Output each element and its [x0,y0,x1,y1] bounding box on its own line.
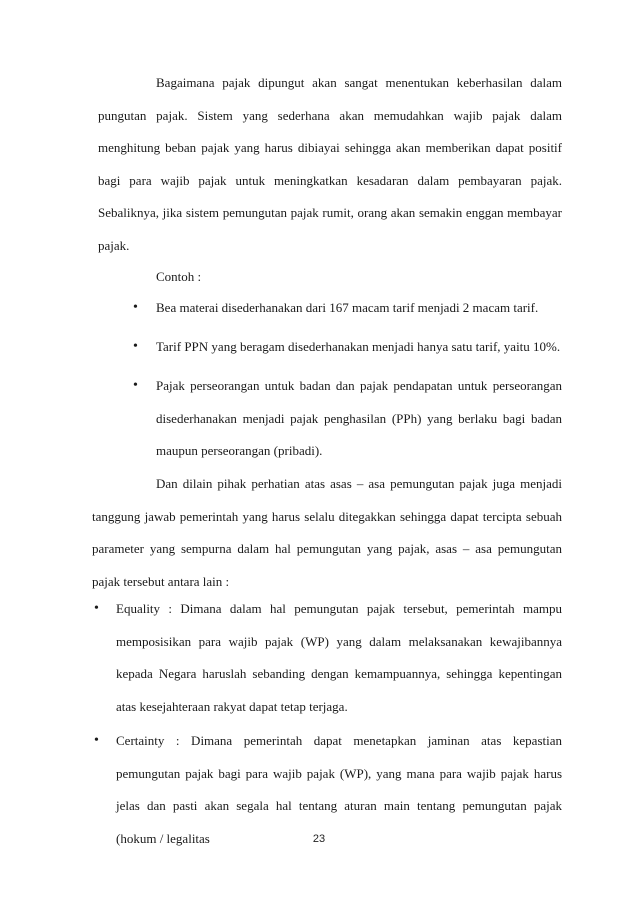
example-item-2 [156,331,562,364]
example-item-1 [156,292,562,325]
bullet-icon: • [133,300,138,315]
principle-item-text: Certainty : Dimana pemerintah dapat menetapkan jaminan atas kepastian pemungutan pajak bagi para wajib pajak (WP), yang mana para wajib pajak harus jelas dan pasti akan segala hal tentang aturan main tentang pemungutan pajak (hokum / legalitas [116,733,562,846]
example-item-3 [156,370,562,468]
bullet-icon: • [94,733,99,748]
paragraph-intro-text: Bagaimana pajak dipungut akan sangat menentukan keberhasilan dalam pungutan pajak. Sistem yang sederhana akan memudahkan wajib pajak dalam menghitung beban pajak yang harus dibiayai sehingga akan memberikan dapat positif bagi para wajib pajak untuk meningkatkan kesadaran dalam pembayaran pajak. Sebaliknya, jika sistem pemungutan pajak rumit, orang akan semakin enggan membayar pajak. [98,75,562,253]
principle-item-text: Equality : Dimana dalam hal pemungutan pajak tersebut, pemerintah mampu memposisikan para wajib pajak (WP) yang dalam melaksanakan kewajibannya kepada Negara haruslah sebanding dengan kemampuannya, sehingga kepentingan atas kesejahteraan rakyat dapat tetap terjaga. [116,601,562,714]
bullet-icon: • [133,339,138,354]
bullet-icon: • [133,378,138,393]
paragraph-principles-intro-text: Dan dilain pihak perhatian atas asas – asa pemungutan pajak juga menjadi tanggung jawab pemerintah yang harus selalu ditegakkan sehingga dapat tercipta sebuah parameter yang sempurna dalam hal pemungutan yang pajak, asas – asa pemungutan pajak tersebut antara lain : [92,476,562,589]
paragraph-principles-intro [92,468,562,598]
example-heading-text: Contoh : [156,269,202,284]
principle-item-equality [116,593,562,723]
example-item-text: Bea materai disederhanakan dari 167 macam tarif menjadi 2 macam tarif. [156,300,539,315]
page-number: 23 [312,833,326,845]
paragraph-intro [98,67,562,262]
bullet-icon: • [94,601,99,616]
example-item-text: Tarif PPN yang beragam disederhanakan menjadi hanya satu tarif, yaitu 10%. [156,339,561,354]
example-item-text: Pajak perseorangan untuk badan dan pajak pendapatan untuk perseorangan disederhanakan menjadi pajak penghasilan (PPh) yang berlaku bagi badan maupun perseorangan (pribadi). [156,378,562,458]
example-heading [156,261,356,294]
